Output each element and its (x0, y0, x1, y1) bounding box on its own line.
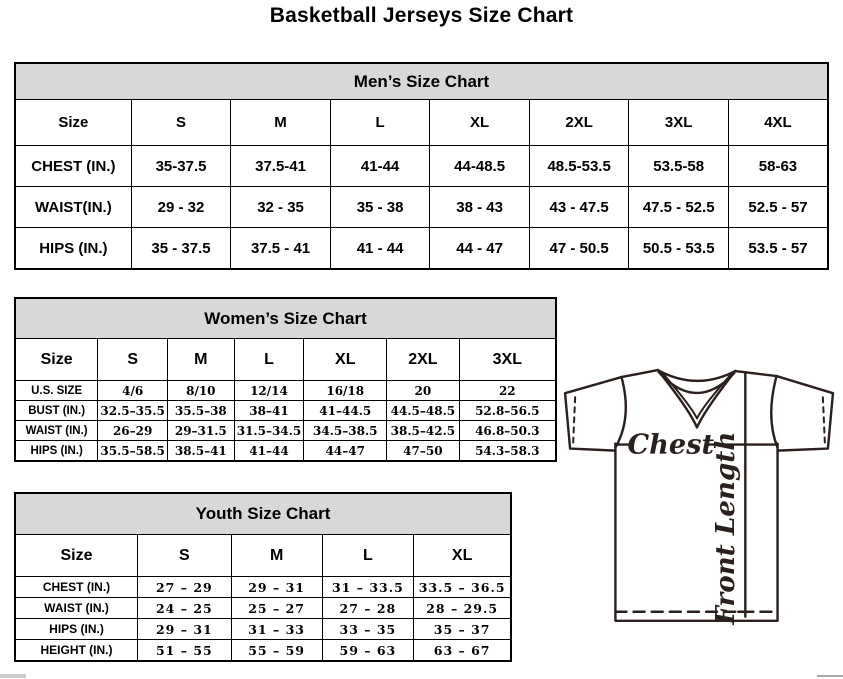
youth-value-cell: 29 – 31 (231, 577, 322, 598)
jersey-right-seam (771, 376, 777, 447)
womens-table-title: Women’s Size Chart (15, 298, 556, 339)
mens-value-cell: 58-63 (728, 146, 828, 187)
mens-header-cell: M (231, 100, 331, 146)
womens-row-label: WAIST (IN.) (15, 421, 98, 441)
womens-header-cell: 2XL (387, 339, 459, 381)
youth-table-row (15, 598, 511, 619)
womens-table-row (15, 421, 556, 441)
womens-header-cell: 3XL (459, 339, 556, 381)
youth-value-cell: 59 – 63 (322, 640, 414, 662)
youth-header-cell: S (138, 535, 232, 577)
mens-value-cell: 44-48.5 (430, 146, 530, 187)
mens-value-cell: 37.5 - 41 (231, 228, 331, 270)
page-title: Basketball Jerseys Size Chart (269, 4, 574, 27)
mens-value-cell: 43 - 47.5 (529, 187, 629, 228)
jersey-diagram (557, 363, 841, 653)
mens-row-label: HIPS (IN.) (15, 228, 131, 270)
mens-value-cell: 41 - 44 (330, 228, 430, 270)
youth-row-label: HIPS (IN.) (15, 619, 138, 640)
youth-value-cell: 33.5 – 36.5 (414, 577, 511, 598)
youth-header-cell: Size (15, 535, 138, 577)
youth-row-label: HEIGHT (IN.) (15, 640, 138, 662)
womens-value-cell: 44.5–48.5 (387, 401, 459, 421)
youth-table-row (15, 577, 511, 598)
womens-table-row (15, 401, 556, 421)
womens-header-cell: M (168, 339, 235, 381)
mens-value-cell: 32 - 35 (231, 187, 331, 228)
youth-value-cell: 27 – 29 (138, 577, 232, 598)
womens-size-table (14, 297, 557, 462)
youth-value-cell: 31 – 33 (231, 619, 322, 640)
chest-label: Chest (627, 428, 715, 461)
mens-header-cell: XL (430, 100, 530, 146)
womens-value-cell: 29–31.5 (168, 421, 235, 441)
womens-value-cell: 38.5–41 (168, 441, 235, 462)
jersey-right-shoulder (735, 371, 776, 376)
youth-table-title: Youth Size Chart (15, 493, 511, 535)
womens-value-cell: 4/6 (98, 381, 168, 401)
youth-value-cell: 63 – 67 (414, 640, 511, 662)
mens-value-cell: 35-37.5 (131, 146, 231, 187)
mens-value-cell: 48.5-53.5 (529, 146, 629, 187)
mens-value-cell: 53.5 - 57 (728, 228, 828, 270)
womens-value-cell: 26–29 (98, 421, 168, 441)
youth-value-cell: 33 – 35 (322, 619, 414, 640)
youth-header-cell: L (322, 535, 414, 577)
youth-value-cell: 51 – 55 (138, 640, 232, 662)
womens-header-cell: L (234, 339, 304, 381)
youth-value-cell: 27 – 28 (322, 598, 414, 619)
womens-row-label: BUST (IN.) (15, 401, 98, 421)
womens-header-cell: S (98, 339, 168, 381)
mens-value-cell: 38 - 43 (430, 187, 530, 228)
youth-size-table (14, 492, 512, 662)
mens-header-cell: Size (15, 100, 131, 146)
womens-row-label: U.S. SIZE (15, 381, 98, 401)
mens-value-cell: 52.5 - 57 (728, 187, 828, 228)
mens-value-cell: 47 - 50.5 (529, 228, 629, 270)
mens-value-cell: 41-44 (330, 146, 430, 187)
youth-value-cell: 25 – 27 (231, 598, 322, 619)
mens-row-label: CHEST (IN.) (15, 146, 131, 187)
youth-header-cell: XL (414, 535, 511, 577)
mens-table-title: Men’s Size Chart (15, 63, 828, 100)
mens-header-cell: S (131, 100, 231, 146)
mens-size-table (14, 62, 829, 270)
womens-value-cell: 34.5–38.5 (304, 421, 387, 441)
youth-value-cell: 29 – 31 (138, 619, 232, 640)
womens-value-cell: 38.5–42.5 (387, 421, 459, 441)
mens-value-cell: 37.5-41 (231, 146, 331, 187)
mens-table-row (15, 146, 828, 187)
mens-header-cell: L (330, 100, 430, 146)
mens-value-cell: 53.5-58 (629, 146, 729, 187)
jersey-body (615, 444, 777, 621)
youth-table-row (15, 640, 511, 662)
womens-value-cell: 12/14 (234, 381, 304, 401)
youth-value-cell: 55 – 59 (231, 640, 322, 662)
youth-value-cell: 35 – 37 (414, 619, 511, 640)
womens-header-cell: XL (304, 339, 387, 381)
womens-value-cell: 35.5–58.5 (98, 441, 168, 462)
jersey-left-shoulder (621, 370, 657, 377)
mens-table-row (15, 187, 828, 228)
jersey-left-cuff-dash (573, 397, 575, 443)
mens-table-row (15, 228, 828, 270)
scrollbar-fragment-right (817, 675, 843, 677)
womens-value-cell: 32.5–35.5 (98, 401, 168, 421)
youth-table-row (15, 619, 511, 640)
womens-value-cell: 38–41 (234, 401, 304, 421)
youth-value-cell: 28 – 29.5 (414, 598, 511, 619)
womens-value-cell: 46.8–50.3 (459, 421, 556, 441)
womens-value-cell: 35.5–38 (168, 401, 235, 421)
womens-row-label: HIPS (IN.) (15, 441, 98, 462)
mens-row-label: WAIST(IN.) (15, 187, 131, 228)
womens-header-cell: Size (15, 339, 98, 381)
mens-value-cell: 35 - 37.5 (131, 228, 231, 270)
womens-value-cell: 41–44.5 (304, 401, 387, 421)
womens-table-row (15, 441, 556, 462)
youth-value-cell: 24 – 25 (138, 598, 232, 619)
womens-table-row (15, 381, 556, 401)
scrollbar-fragment-left (0, 674, 26, 678)
jersey-vneck-inner (662, 372, 732, 418)
mens-value-cell: 47.5 - 52.5 (629, 187, 729, 228)
front-length-label: Front Length (710, 431, 742, 625)
womens-value-cell: 54.3–58.3 (459, 441, 556, 462)
youth-header-cell: M (231, 535, 322, 577)
mens-value-cell: 29 - 32 (131, 187, 231, 228)
mens-value-cell: 50.5 - 53.5 (629, 228, 729, 270)
youth-row-label: WAIST (IN.) (15, 598, 138, 619)
womens-value-cell: 22 (459, 381, 556, 401)
youth-row-label: CHEST (IN.) (15, 577, 138, 598)
womens-value-cell: 31.5–34.5 (234, 421, 304, 441)
mens-header-cell: 4XL (728, 100, 828, 146)
mens-value-cell: 44 - 47 (430, 228, 530, 270)
mens-header-cell: 2XL (529, 100, 629, 146)
youth-value-cell: 31 – 33.5 (322, 577, 414, 598)
jersey-right-cuff-dash (823, 397, 825, 443)
mens-header-cell: 3XL (629, 100, 729, 146)
jersey-collar-arc1 (658, 370, 736, 381)
womens-value-cell: 52.8–56.5 (459, 401, 556, 421)
jersey-left-seam (615, 377, 625, 447)
womens-value-cell: 41–44 (234, 441, 304, 462)
mens-value-cell: 35 - 38 (330, 187, 430, 228)
womens-value-cell: 47–50 (387, 441, 459, 462)
jersey-svg (557, 363, 841, 650)
womens-value-cell: 44–47 (304, 441, 387, 462)
womens-value-cell: 16/18 (304, 381, 387, 401)
womens-value-cell: 8/10 (168, 381, 235, 401)
womens-value-cell: 20 (387, 381, 459, 401)
